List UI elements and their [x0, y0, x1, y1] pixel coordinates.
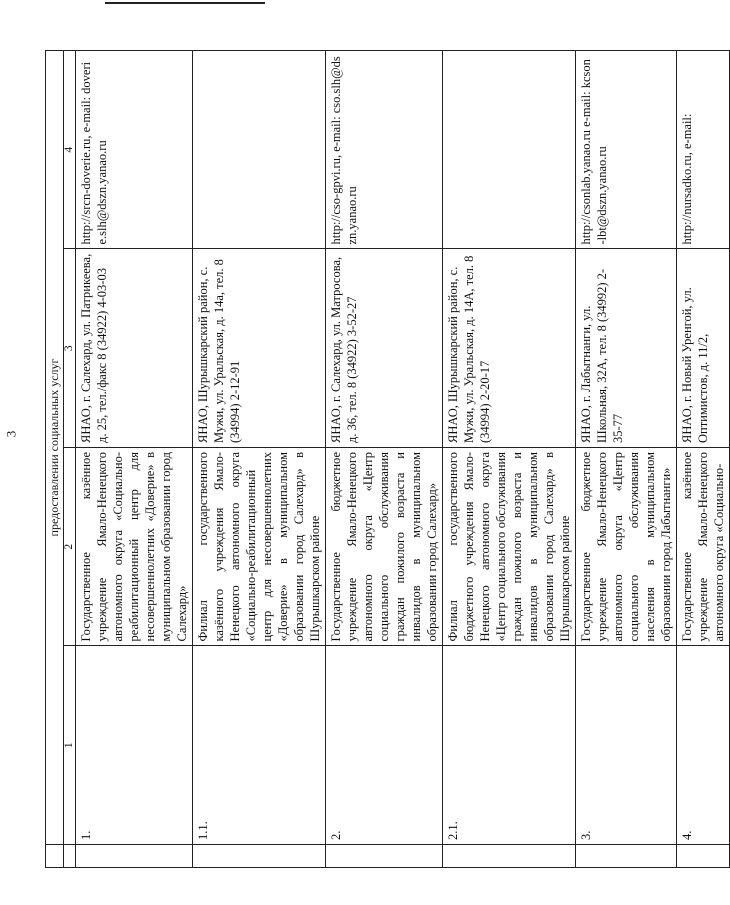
institution-contacts: [443, 51, 576, 250]
table-row: [443, 51, 576, 868]
table-row: [576, 51, 677, 868]
institution-address: ЯНАО, г. Салехард, ул. Патрикеева, д. 25, тел./факс 8 (34922) 4-03-03: [76, 249, 193, 448]
institution-address: ЯНАО, Шурышкарский район, с. Мужи, ул. Уральская, д. 14А, тел. 8 (34994) 2-20-17: [443, 249, 576, 448]
institution-name: Государственное бюджетное учреждение Ямало-Ненецкого автономного округа «Центр социального обслуживания населения в муниципальном образовании город Лабытнанги»: [576, 448, 677, 647]
row-number: 1.1.: [193, 646, 326, 845]
row-number: 2.1.: [443, 646, 576, 845]
rotated-table-container: [45, 50, 727, 868]
margin-cell: [46, 845, 64, 868]
caption-row: [46, 51, 64, 868]
margin-cell: [677, 845, 730, 868]
institution-name: Государственное казённое учреждение Ямало-Ненецкого автономного округа «Социально-: [677, 448, 730, 647]
institution-address: ЯНАО, г. Салехард, ул. Матросова, д. 36, тел. 8 (34922) 3-52-27: [326, 249, 443, 448]
institution-contacts: http://srcn-doverie.ru, e-mail: doverie.slh@dszn.yanao.ru: [76, 51, 193, 250]
table-caption: предоставлении социальных услуг: [46, 51, 64, 845]
margin-cell: [193, 845, 326, 868]
row-number: 2.: [326, 646, 443, 845]
institution-name: Государственное казённое учреждение Ямало-Ненецкого автономного округа «Социально-реабилитационный центр для несовершеннолетних «Доверие» в муниципальном образовании город Салехард»: [76, 448, 193, 647]
margin-cell: [576, 845, 677, 868]
row-number: 1.: [76, 646, 193, 845]
institutions-table: [45, 50, 730, 868]
column-number-row: [64, 51, 76, 868]
institution-address: ЯНАО, г. Лабытнанги, ул. Школьная, 32А, тел. 8 (34992) 2-35-77: [576, 249, 677, 448]
table-row: [677, 51, 730, 868]
margin-cell: [326, 845, 443, 868]
column-number-2: 2: [64, 448, 76, 647]
column-number-3: 3: [64, 249, 76, 448]
institution-address: ЯНАО, Шурышкарский район, с. Мужи, ул. Уральская, д. 14а, тел. 8 (34994) 2-12-91: [193, 249, 326, 448]
institution-name: Филиал государственного бюджетного учреждения Ямало-Ненецкого автономного округа «Центр социального обслуживания граждан пожилого возраста и инвалидов в муниципальном образовании город Салехард» в Шурышкарском районе: [443, 448, 576, 647]
row-number: 4.: [677, 646, 730, 845]
table-row: [193, 51, 326, 868]
row-number: 3.: [576, 646, 677, 845]
column-number-4: 4: [64, 51, 76, 250]
institution-address: ЯНАО, г. Новый Уренгой, ул. Оптимистов, д. 11/2,: [677, 249, 730, 448]
margin-cell: [443, 845, 576, 868]
institution-contacts: http://cso-gpvi.ru, e-mail: cso.slh@dszn.yanao.ru: [326, 51, 443, 250]
institution-contacts: http://csonlab.yanao.ru e-mail: kcson-lbt@dszn.yanao.ru: [576, 51, 677, 250]
table-row: [326, 51, 443, 868]
table-row: [76, 51, 193, 868]
institution-name: Государственное бюджетное учреждение Ямало-Ненецкого автономного округа «Центр социального обслуживания граждан пожилого возраста и инвалидов в муниципальном образовании город Салехард»: [326, 448, 443, 647]
column-number-1: 1: [64, 646, 76, 845]
institution-contacts: http://nursadko.ru, e-mail:: [677, 51, 730, 250]
page-number: 3: [3, 430, 19, 438]
margin-cell: [64, 845, 76, 868]
institution-name: Филиал государственного казённого учреждения Ямало-Ненецкого автономного округа «Социально-реабилитационный центр для несовершеннолетних «Доверие» в муниципальном образовании город Салехард» в Шурышкарском районе: [193, 448, 326, 647]
page-top-line: [105, 2, 265, 4]
margin-cell: [76, 845, 193, 868]
institution-contacts: [193, 51, 326, 250]
